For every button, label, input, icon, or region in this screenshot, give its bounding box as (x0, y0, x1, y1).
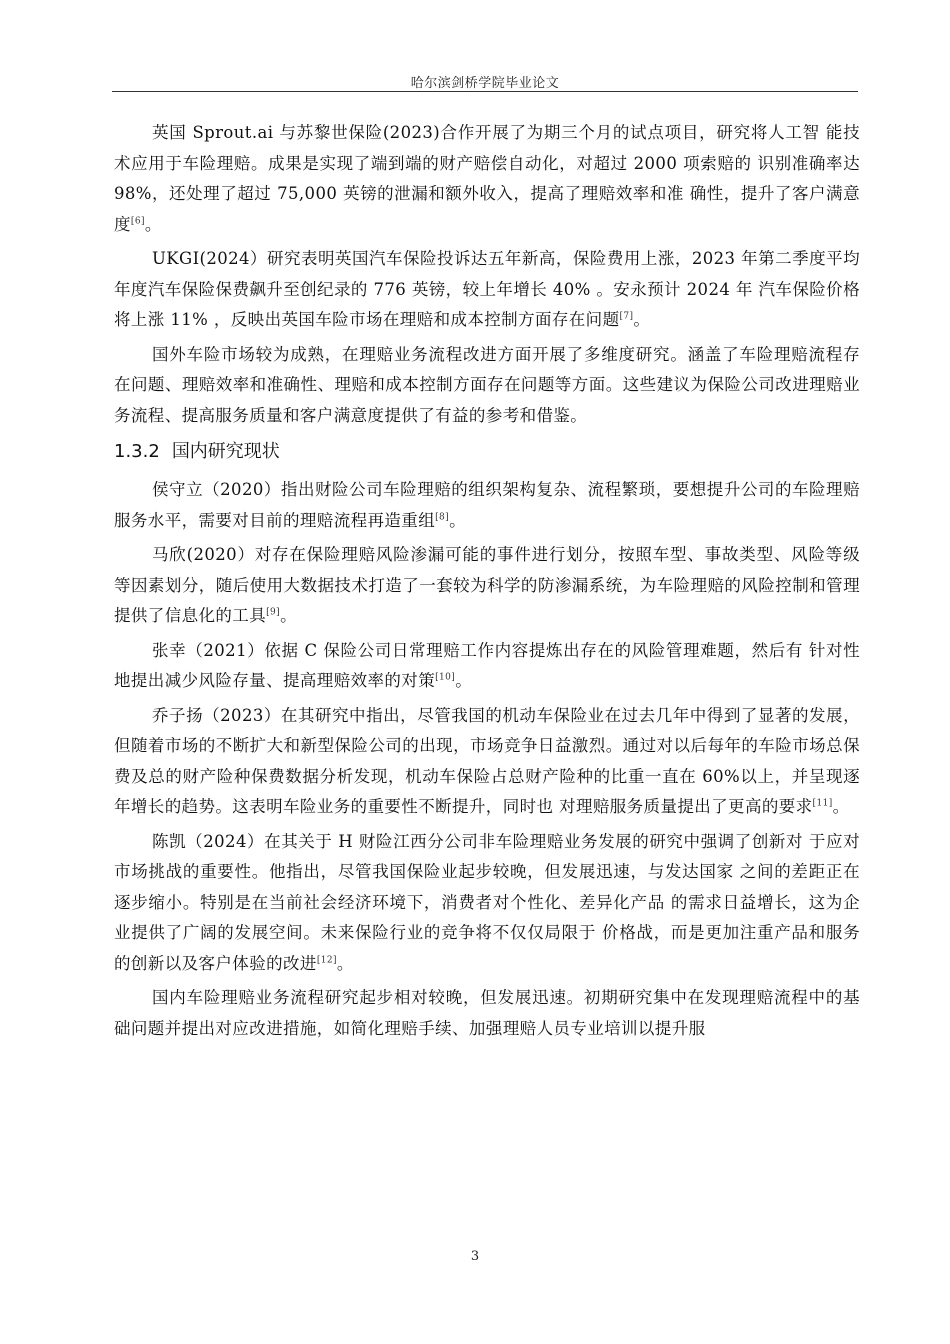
citation-ref: [8] (435, 512, 450, 522)
citation-ref: [9] (266, 607, 281, 618)
running-header: 哈尔滨剑桥学院毕业论文 (410, 76, 560, 91)
citation-ref: [12] (316, 955, 337, 965)
paragraph-end: 。 (280, 606, 297, 625)
paragraph-end: 。 (832, 797, 850, 816)
paragraph-end: 。 (144, 214, 162, 234)
paragraph-domestic-summary (114, 983, 860, 1044)
paragraph-end: 。 (455, 671, 473, 690)
paragraph-text: 马欣(2020）对存在保险理赔风险渗漏可能的事件进行划分，按照车型、事故类型、风险等级等因素划分，随后使用大数据技术打造了一套较为科学的防渗漏系统，为车险理赔的风险控制和管理提供了信息化的工具 (114, 545, 860, 625)
page-body (114, 118, 860, 1048)
paragraph-hou-shouli (114, 475, 860, 536)
section-heading (114, 437, 860, 467)
paragraph-text: 侯守立（2020）指出财险公司车险理赔的组织架构复杂、流程繁琐，要想提升公司的车险理赔服务水平，需要对目前的理赔流程再造重组 (114, 480, 860, 530)
paragraph-qiao-ziyang (114, 701, 860, 823)
citation-ref: [7] (619, 311, 634, 322)
paragraph-foreign-summary (114, 340, 860, 432)
citation-ref: [6] (130, 216, 145, 226)
paragraph-end: 。 (633, 310, 651, 329)
paragraph-text: 陈凯（2024）在其关于 H 财险江西分公司非车险理赔业务发展的研究中强调了创新对 于应对市场挑战的重要性。他指出，尽管我国保险业起步较晚，但发展迅速，与发达国家 之间的差距正在逐步缩小。特别是在当前社会经济环境下，消费者对个性化、差异化产品 的需求日益增长，这为企业提供了广阔的发展空间。未来保险行业的竞争将不仅仅局限于 价格战，而是更加注重产品和服务的创新以及客户体验的改进 (114, 831, 860, 973)
paragraph-sprout-ai (114, 118, 860, 240)
section-number: 1.3.2 (114, 441, 160, 462)
paragraph-text: 国外车险市场较为成熟，在理赔业务流程改进方面开展了多维度研究。涵盖了车险理赔流程存在问题、理赔效率和准确性、理赔和成本控制方面存在问题等方面。这些建议为保险公司改进理赔业务流程、提高服务质量和客户满意度提供了有益的参考和借鉴。 (114, 344, 860, 425)
paragraph-end: 。 (449, 510, 466, 530)
paragraph-ukgi (114, 244, 860, 336)
citation-ref: [11] (812, 798, 833, 809)
paragraph-text: 张幸（2021）依据 C 保险公司日常理赔工作内容提炼出存在的风险管理难题，然后有 针对性地提出减少风险存量、提高理赔效率的对策 (114, 640, 860, 690)
paragraph-ma-xin (114, 540, 860, 632)
header-divider (112, 91, 858, 92)
paragraph-text: 国内车险理赔业务流程研究起步相对较晚，但发展迅速。初期研究集中在发现理赔流程中的基础问题并提出对应改进措施，如简化理赔手续、加强理赔人员专业培训以提升服 (114, 988, 860, 1038)
paragraph-end: 。 (336, 953, 354, 973)
page-number: 3 (470, 1249, 480, 1264)
paragraph-text: 英国 Sprout.ai 与苏黎世保险(2023)合作开展了为期三个月的试点项目，研究将人工智 能技术应用于车险理赔。成果是实现了端到端的财产赔偿自动化，对超过 2000 项索赔的 识别准确率达 98%，还处理了超过 75,000 英镑的泄漏和额外收入，提高了理赔效率和准 确性，提升了客户满意度 (114, 123, 860, 234)
paragraph-text: UKGI(2024）研究表明英国汽车保险投诉达五年新高，保险费用上涨，2023 年第二季度平均年度汽车保险保费飙升至创纪录的 776 英镑，较上年增长 40% 。安永预计 2024 年 汽车保险价格将上涨 11% ，反映出英国车险市场在理赔和成本控制方面存在问题 (114, 249, 860, 329)
citation-ref: [10] (435, 672, 456, 683)
paragraph-text: 乔子扬（2023）在其研究中指出，尽管我国的机动车保险业在过去几年中得到了显著的发展，但随着市场的不断扩大和新型保险公司的出现，市场竞争日益激烈。通过对以后每年的车险市场总保费及总的财产险种保费数据分析发现，机动车保险占总财产险种的比重一直在 60%以上，并呈现逐年增长的趋势。这表明车险业务的重要性不断提升，同时也 对理赔服务质量提出了更高的要求 (114, 705, 860, 816)
section-title: 国内研究现状 (171, 441, 280, 462)
paragraph-chen-kai (114, 827, 860, 980)
paragraph-zhang-xing (114, 636, 860, 697)
